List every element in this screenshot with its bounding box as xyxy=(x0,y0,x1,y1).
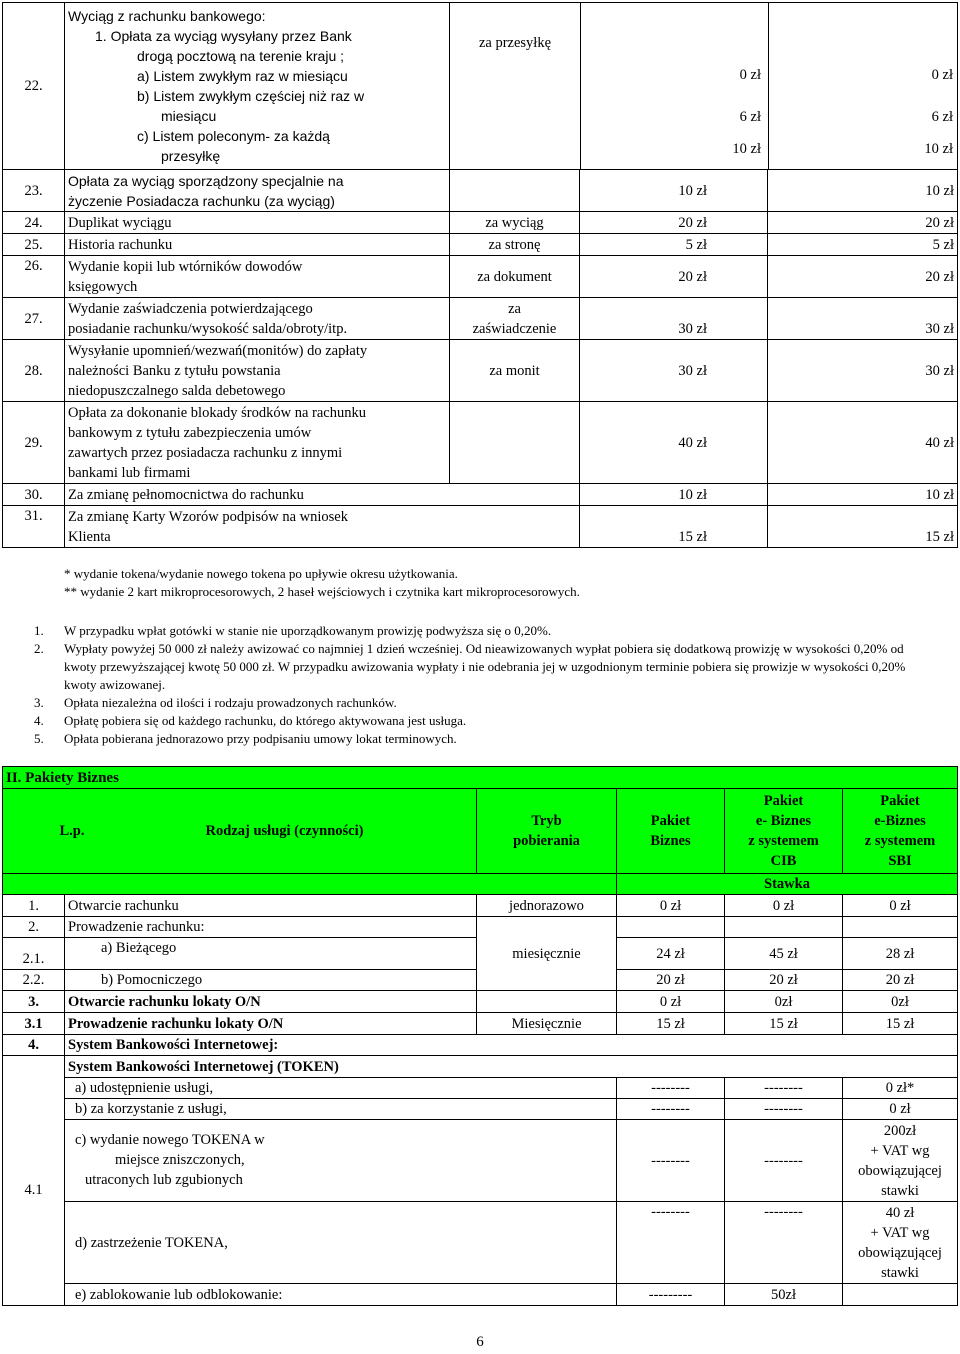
value-biznes: 15 zł xyxy=(617,1013,725,1035)
row-number: 1. xyxy=(3,895,65,917)
value-2: 20 zł xyxy=(768,256,958,298)
value-2: 20 zł xyxy=(768,212,958,234)
value-a-2: 0 zł xyxy=(931,67,954,83)
header-service: Rodzaj usługi (czynności) xyxy=(205,823,364,839)
value-cib: 0 zł xyxy=(725,895,843,917)
value-c-1: 10 zł xyxy=(732,141,762,157)
row-label-cont: bankami lub firmami xyxy=(68,464,191,481)
unit-label: za xyxy=(508,300,521,317)
fee-table-continued xyxy=(2,2,958,548)
list-item xyxy=(34,694,914,712)
row-label-cont: księgowych xyxy=(68,278,138,295)
value-2: 40 zł xyxy=(768,402,958,484)
row-subtitle: 1. Opłata za wyciąg wysyłany przez Bank xyxy=(95,28,352,44)
row-label: Duplikat wyciągu xyxy=(65,212,450,234)
row-label: b) za korzystanie z usługi, xyxy=(65,1099,617,1120)
value-1: 10 zł xyxy=(580,484,768,506)
table-row xyxy=(3,1202,958,1284)
value-1: 30 zł xyxy=(580,298,768,340)
row-label: Wydanie kopii lub wtórników dowodów xyxy=(68,258,303,275)
table-row xyxy=(3,1035,958,1056)
value-2: 5 zł xyxy=(768,234,958,256)
value-a-1: 0 zł xyxy=(739,67,762,83)
value-1: 40 zł xyxy=(580,402,768,484)
row-label-cont: miejsce zniszczonych, xyxy=(115,1152,245,1168)
option-b-label-cont: miesiącu xyxy=(161,108,217,124)
value-cib: -------- xyxy=(725,1202,843,1284)
value-1: 10 zł xyxy=(580,170,768,212)
table-row xyxy=(3,1056,958,1078)
value-sbi: 15 zł xyxy=(843,1013,958,1035)
row-label-cont: utraconych lub zgubionych xyxy=(85,1172,243,1188)
value-biznes: -------- xyxy=(617,1078,725,1099)
value-2: 10 zł xyxy=(768,484,958,506)
pakiety-biznes-table xyxy=(2,766,958,1306)
header-pakiet-cib: Pakiet xyxy=(763,793,804,809)
list-text: Opłata niezależna od ilości i rodzaju prowadzonych rachunków. xyxy=(64,695,397,710)
list-number: 1. xyxy=(34,623,44,638)
list-text: W przypadku wpłat gotówki w stanie nie uporządkowanym prowizję podwyższa się o 0,20%. xyxy=(64,623,552,638)
table-row xyxy=(3,402,958,484)
value-biznes: -------- xyxy=(617,1120,725,1202)
table-row xyxy=(3,1120,958,1202)
value-sbi: 0 zł* xyxy=(843,1078,958,1099)
notes-list xyxy=(34,622,914,748)
table-row xyxy=(3,298,958,340)
value-1: 20 zł xyxy=(580,212,768,234)
value-2: 30 zł xyxy=(768,298,958,340)
table-row xyxy=(3,340,958,402)
row-number: 4.1 xyxy=(3,1056,65,1306)
row-title: Wyciąg z rachunku bankowego: xyxy=(68,8,266,24)
value-c-2: 10 zł xyxy=(924,141,954,157)
row-number: 25. xyxy=(3,234,65,256)
value-2: 10 zł xyxy=(768,170,958,212)
value-biznes: -------- xyxy=(617,1099,725,1120)
option-a-label: a) Listem zwykłym raz w miesiącu xyxy=(137,68,348,84)
row-label-cont: należności Banku z tytułu powstania xyxy=(68,362,281,379)
value-cib: 15 zł xyxy=(725,1013,843,1035)
value-biznes: -------- xyxy=(617,1202,725,1284)
table-row xyxy=(3,895,958,917)
unit-label-cont: zaświadczenie xyxy=(472,320,557,337)
value-sbi: 0 zł xyxy=(843,1099,958,1120)
unit-label: za dokument xyxy=(450,256,580,298)
row-number: 24. xyxy=(3,212,65,234)
row-label: Prowadzenie rachunku: xyxy=(65,917,477,938)
row-label-cont: zawartych przez posiadacza rachunku z innymi xyxy=(68,444,343,461)
row-number: 3. xyxy=(3,991,65,1013)
list-text: Opłatę pobiera się od każdego rachunku, do którego aktywowana jest usługa. xyxy=(64,713,467,728)
value-sbi-cont: stawki xyxy=(881,1182,919,1199)
footnote-1: * wydanie tokena/wydanie nowego tokena po upływie okresu użytkowania. xyxy=(64,566,458,581)
row-number: 29. xyxy=(3,402,65,484)
row-number: 4. xyxy=(3,1035,65,1056)
value-2: 15 zł xyxy=(768,506,958,548)
value-cib: -------- xyxy=(725,1099,843,1120)
header-pakiet-cib-cont: z systemem xyxy=(748,833,819,849)
header-tryb: Tryb xyxy=(531,813,562,829)
table-row xyxy=(3,1099,958,1120)
footnote-2: ** wydanie 2 kart mikroprocesorowych, 2 haseł wejściowych i czytnika kart mikroprocesorowych. xyxy=(64,584,580,599)
row-label: Opłata za dokonanie blokady środków na rachunku xyxy=(68,404,366,421)
header-pakiet-sbi-cont: SBI xyxy=(888,853,912,869)
table-row xyxy=(3,256,958,298)
page-number: 6 xyxy=(476,1334,484,1350)
list-number: 5. xyxy=(34,731,44,746)
table-row xyxy=(3,212,958,234)
row-tryb: Miesięcznie xyxy=(477,1013,617,1035)
header-row xyxy=(3,789,958,874)
table-row xyxy=(3,234,958,256)
row-label: a) Bieżącego xyxy=(65,938,477,970)
list-text: Opłata pobierana jednorazowo przy podpisaniu umowy lokat terminowych. xyxy=(64,731,457,746)
value-biznes: 0 zł xyxy=(617,895,725,917)
header-pakiet-cib-cont: CIB xyxy=(770,853,797,869)
value-biznes: 20 zł xyxy=(617,970,725,991)
row-label-cont: Klienta xyxy=(68,528,111,545)
list-text: Wypłaty powyżej 50 000 zł należy awizować co najmniej 1 dzień wcześniej. Od nieawizowanych wypłat pobiera się dodatkową prowizję w wysokości 0,20% od kwoty przewyższającej kwotę 50 000 zł. W przypadku awizowania wypłaty i nie odebrania jej w uzgodnionym terminie pobiera się prowizje w wysokości 0,20% kwoty awizowanej. xyxy=(64,641,906,692)
table-row xyxy=(3,484,958,506)
header-stawka: Stawka xyxy=(617,874,958,895)
row-tryb: miesięcznie xyxy=(477,917,617,991)
value-b-2: 6 zł xyxy=(931,109,954,125)
option-c-label: c) Listem poleconym- za każdą xyxy=(137,128,330,144)
value-sbi: 0zł xyxy=(843,991,958,1013)
value-sbi-cont: + VAT wg xyxy=(870,1142,930,1159)
table-row xyxy=(3,917,958,938)
table-row xyxy=(3,991,958,1013)
row-label-cont: posiadanie rachunku/wysokość salda/obroty/itp. xyxy=(68,320,348,337)
row-label: Otwarcie rachunku xyxy=(65,895,477,917)
header-pakiet-biznes-cont: Biznes xyxy=(650,833,691,849)
value-sbi-cont: obowiązującej xyxy=(858,1244,942,1261)
value-2: 30 zł xyxy=(768,340,958,402)
row-number: 30. xyxy=(3,484,65,506)
row-label-cont: bankowym z tytułu zabezpieczenia umów xyxy=(68,424,312,441)
row-label: Za zmianę pełnomocnictwa do rachunku xyxy=(65,484,580,506)
value-sbi-cont: + VAT wg xyxy=(870,1224,930,1241)
row-subtitle-cont: drogą pocztową na terenie kraju ; xyxy=(137,48,345,64)
row-label: Otwarcie rachunku lokaty O/N xyxy=(65,991,477,1013)
value-1: 15 zł xyxy=(580,506,768,548)
value-cib: 20 zł xyxy=(725,970,843,991)
row-number: 2. xyxy=(3,917,65,938)
table-row xyxy=(3,170,958,212)
value-biznes: 0 zł xyxy=(617,991,725,1013)
list-item xyxy=(34,712,914,730)
value-b-1: 6 zł xyxy=(739,109,762,125)
value-cib: 45 zł xyxy=(725,938,843,970)
list-item xyxy=(34,730,914,748)
row-label: b) Pomocniczego xyxy=(65,970,477,991)
row-label: e) zablokowanie lub odblokowanie: xyxy=(65,1284,617,1306)
header-pakiet-sbi: Pakiet xyxy=(880,793,920,809)
row-label: c) wydanie nowego TOKENA w xyxy=(75,1132,265,1148)
row-label: Wysyłanie upomnień/wezwań(monitów) do zapłaty xyxy=(68,342,368,359)
list-number: 3. xyxy=(34,695,44,710)
value-biznes: 24 zł xyxy=(617,938,725,970)
value-sbi: 20 zł xyxy=(843,970,958,991)
row-label: Wydanie zaświadczenia potwierdzającego xyxy=(68,300,313,317)
header-pakiet-sbi-cont: e-Biznes xyxy=(874,813,926,829)
row-number: 22. xyxy=(3,3,65,170)
row-number: 3.1 xyxy=(3,1013,65,1035)
value-sbi: 200zł xyxy=(883,1122,917,1139)
value-cib: 0zł xyxy=(725,991,843,1013)
value-sbi: 0 zł xyxy=(843,895,958,917)
option-c-label-cont: przesyłkę xyxy=(161,148,221,164)
value-1: 30 zł xyxy=(580,340,768,402)
row-label-cont: życzenie Posiadacza rachunku (za wyciąg) xyxy=(68,192,335,209)
list-item xyxy=(34,622,914,640)
unit-label: za stronę xyxy=(450,234,580,256)
header-pakiet-biznes: Pakiet xyxy=(650,813,691,829)
row-number: 27. xyxy=(3,298,65,340)
token-title: System Bankowości Internetowej (TOKEN) xyxy=(65,1056,958,1078)
value-sbi: 28 zł xyxy=(843,938,958,970)
row-number: 23. xyxy=(3,170,65,212)
row-label: Za zmianę Karty Wzorów podpisów na wniosek xyxy=(68,508,348,525)
value-sbi-cont: stawki xyxy=(881,1264,919,1281)
row-tryb: jednorazowo xyxy=(477,895,617,917)
table-row xyxy=(3,506,958,548)
unit-label: za przesyłkę xyxy=(478,35,552,51)
unit-label: za monit xyxy=(450,340,580,402)
row-label: d) zastrzeżenie TOKENA, xyxy=(65,1202,617,1284)
value-cib: -------- xyxy=(725,1120,843,1202)
row-label: Prowadzenie rachunku lokaty O/N xyxy=(65,1013,477,1035)
row-label: Opłata za wyciąg sporządzony specjalnie na xyxy=(68,172,344,189)
header-pakiet-cib-cont: e- Biznes xyxy=(755,813,812,829)
header-lp: L.p. xyxy=(59,823,85,839)
header-tryb-cont: pobierania xyxy=(513,833,580,849)
option-b-label: b) Listem zwykłym częściej niż raz w xyxy=(137,88,365,104)
row-label: a) udostępnienie usługi, xyxy=(65,1078,617,1099)
section-title: II. Pakiety Biznes xyxy=(3,767,958,789)
row-number: 2.2. xyxy=(3,970,65,991)
value-1: 5 zł xyxy=(580,234,768,256)
table-row xyxy=(3,1013,958,1035)
value-1: 20 zł xyxy=(580,256,768,298)
table-row xyxy=(3,1078,958,1099)
footnotes xyxy=(64,565,580,601)
list-number: 4. xyxy=(34,713,44,728)
list-number: 2. xyxy=(34,641,44,656)
value-sbi-cont: obowiązującej xyxy=(858,1162,942,1179)
row-label: System Bankowości Internetowej: xyxy=(65,1035,958,1056)
unit-label: za wyciąg xyxy=(450,212,580,234)
list-item xyxy=(34,640,914,694)
header-pakiet-sbi-cont: z systemem xyxy=(864,833,936,849)
row-number: 28. xyxy=(3,340,65,402)
row-number: 26. xyxy=(3,256,65,298)
table-row xyxy=(3,3,958,170)
value-cib: 50zł xyxy=(725,1284,843,1306)
row-label-cont: niedopuszczalnego salda debetowego xyxy=(68,382,286,399)
row-number: 2.1. xyxy=(3,938,65,970)
row-label: Historia rachunku xyxy=(65,234,450,256)
value-biznes: --------- xyxy=(617,1284,725,1306)
table-row xyxy=(3,1284,958,1306)
value-cib: -------- xyxy=(725,1078,843,1099)
value-sbi: 40 zł xyxy=(885,1204,915,1221)
row-number: 31. xyxy=(3,506,65,548)
